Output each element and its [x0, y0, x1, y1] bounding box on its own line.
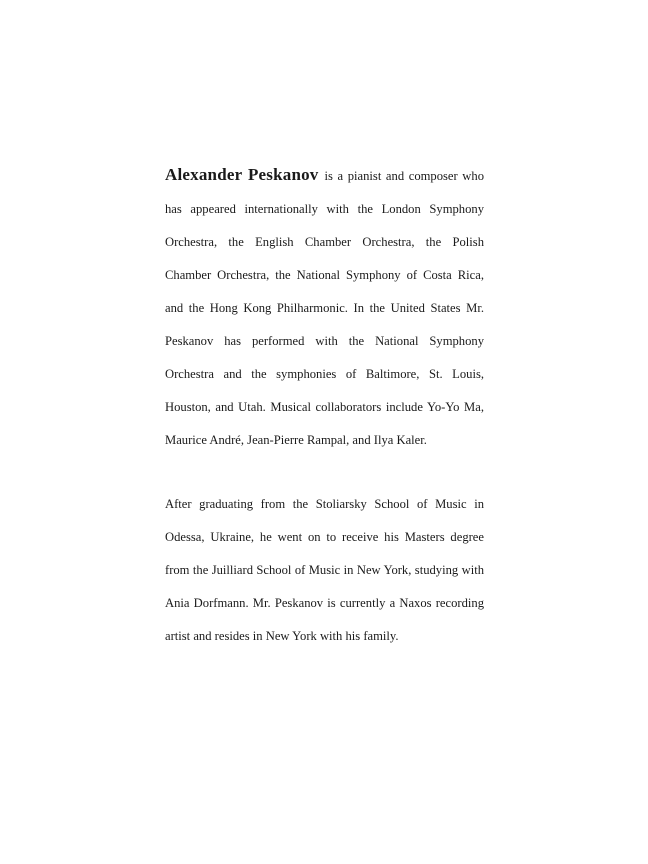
artist-name: Alexander Peskanov	[165, 165, 319, 184]
biography-paragraph-1-text: is a pianist and composer who has appeared internationally with the London Symphony Orchestra, the English Chamber Orchestra, the Polish Chamber Orchestra, the National Symphony of Costa Rica, and the Hong Kong Philharmonic. In the United States Mr. Peskanov has performed with the National Symphony Orchestra and the symphonies of Baltimore, St. Louis, Houston, and Utah. Musical collaborators include Yo-Yo Ma, Maurice André, Jean-Pierre Rampal, and Ilya Kaler.	[165, 169, 484, 447]
biography-paragraph-1	[165, 158, 484, 457]
biography-text-block	[165, 158, 484, 653]
biography-paragraph-2: After graduating from the Stoliarsky School of Music in Odessa, Ukraine, he went on to receive his Masters degree from the Juilliard School of Music in New York, studying with Ania Dorfmann. Mr. Peskanov is currently a Naxos recording artist and resides in New York with his family.	[165, 497, 484, 643]
